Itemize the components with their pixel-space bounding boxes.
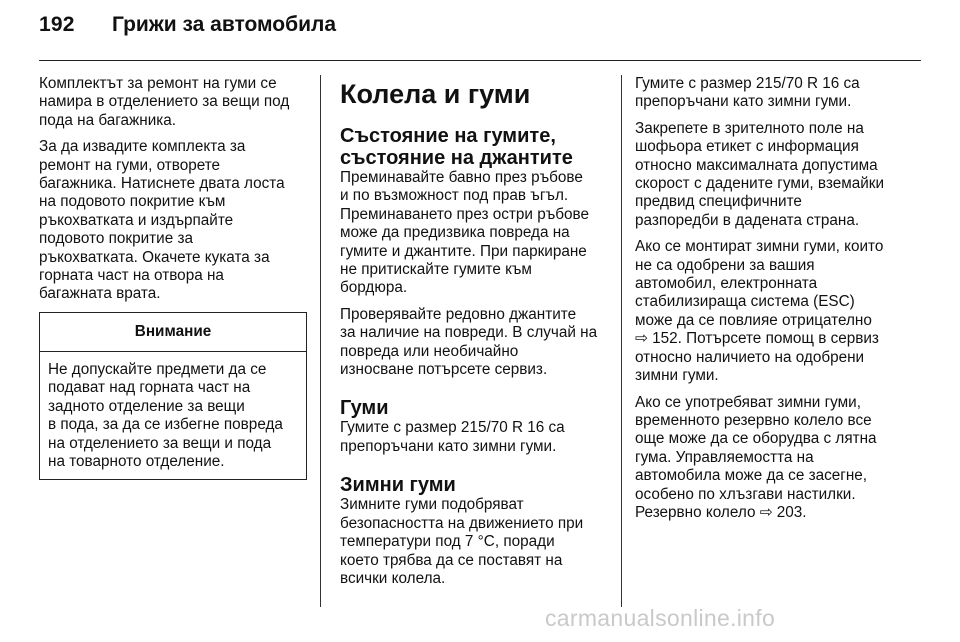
- tire-kit-location-paragraph: Комплектът за ремонт на гуми се намира в отделението за вещи под пода на багажника.: [39, 75, 290, 129]
- column-1: [39, 75, 307, 480]
- tires-paragraph: Гумите с размер 215/70 R 16 са препоръчани като зимни гуми.: [340, 419, 565, 455]
- page-number: 192: [39, 13, 75, 36]
- warning-box: [39, 312, 307, 480]
- tire-kit-removal-paragraph: За да извадите комплекта за ремонт на гуми, отворете багажника. Натиснете двата лоста на подовото покритие към ръкохватката и издърпайте подовото покритие за ръкохватката. Окачете куката за горната част на отвора на багажната врата.: [39, 138, 285, 303]
- subheading-winter-tires: Зимни гуми: [340, 474, 456, 497]
- warning-title: Внимание: [40, 313, 306, 352]
- rim-check-paragraph: Проверявайте редовно джантите за наличие на повреди. В случай на повреда или необичайно износване потърсете сервиз.: [340, 305, 598, 379]
- tire-condition-paragraph: Преминавайте бавно през ръбове и по възможност под прав ъгъл. Преминаването през остри ръбове може да предизвика повреда на гумите и джантите. При паркиране не притискайте гумите към бордюра.: [340, 169, 590, 297]
- header-divider: [39, 60, 921, 61]
- watermark: carmanualsonline.info: [545, 605, 776, 631]
- column-3: [635, 75, 925, 530]
- column-2: [340, 75, 612, 596]
- winter-tire-size-paragraph: Гумите с размер 215/70 R 16 са препоръчани като зимни гуми.: [635, 75, 860, 111]
- winter-tires-paragraph: Зимните гуми подобряват безопасността на движението при температури под 7 °C, поради което трябва да се поставят на всички колела.: [340, 496, 584, 587]
- subheading-tires: Гуми: [340, 397, 389, 420]
- column-divider-2: [621, 75, 622, 607]
- page-header-title: Грижи за автомобила: [112, 13, 337, 36]
- esc-warning-paragraph: Ако се монтират зимни гуми, които не са одобрени за вашия автомобил, електронната стабилизираща система (ESC) може да се повлияе отрицателно ⇨ 152. Потърсете помощ в сервиз относно наличието на одобрени зимни гуми.: [635, 238, 884, 385]
- warning-body: Не допускайте предмети да се подават над горната част на задното отделение за вещи в пода, за да се избегне повреда на отделението за вещи и пода на товарното отделение.: [48, 360, 283, 470]
- subheading-tire-condition: Състояние на гумите, състояние на джантите: [340, 125, 573, 169]
- speed-label-paragraph: Закрепете в зрителното поле на шофьора етикет с информация относно максималната допустима скорост с дадените гуми, вземайки предвид специфичните разпоредби в дадената страна.: [635, 119, 885, 229]
- section-heading-wheels-tires: Колела и гуми: [340, 79, 531, 109]
- column-divider-1: [320, 75, 321, 607]
- spare-wheel-paragraph: Ако се употребяват зимни гуми, временното резервно колело все още може да се оборудва с лятна гума. Управляемостта на автомобила може да се засегне, особено по хлъзгави настилки. Резервно колело ⇨ 203.: [635, 393, 877, 521]
